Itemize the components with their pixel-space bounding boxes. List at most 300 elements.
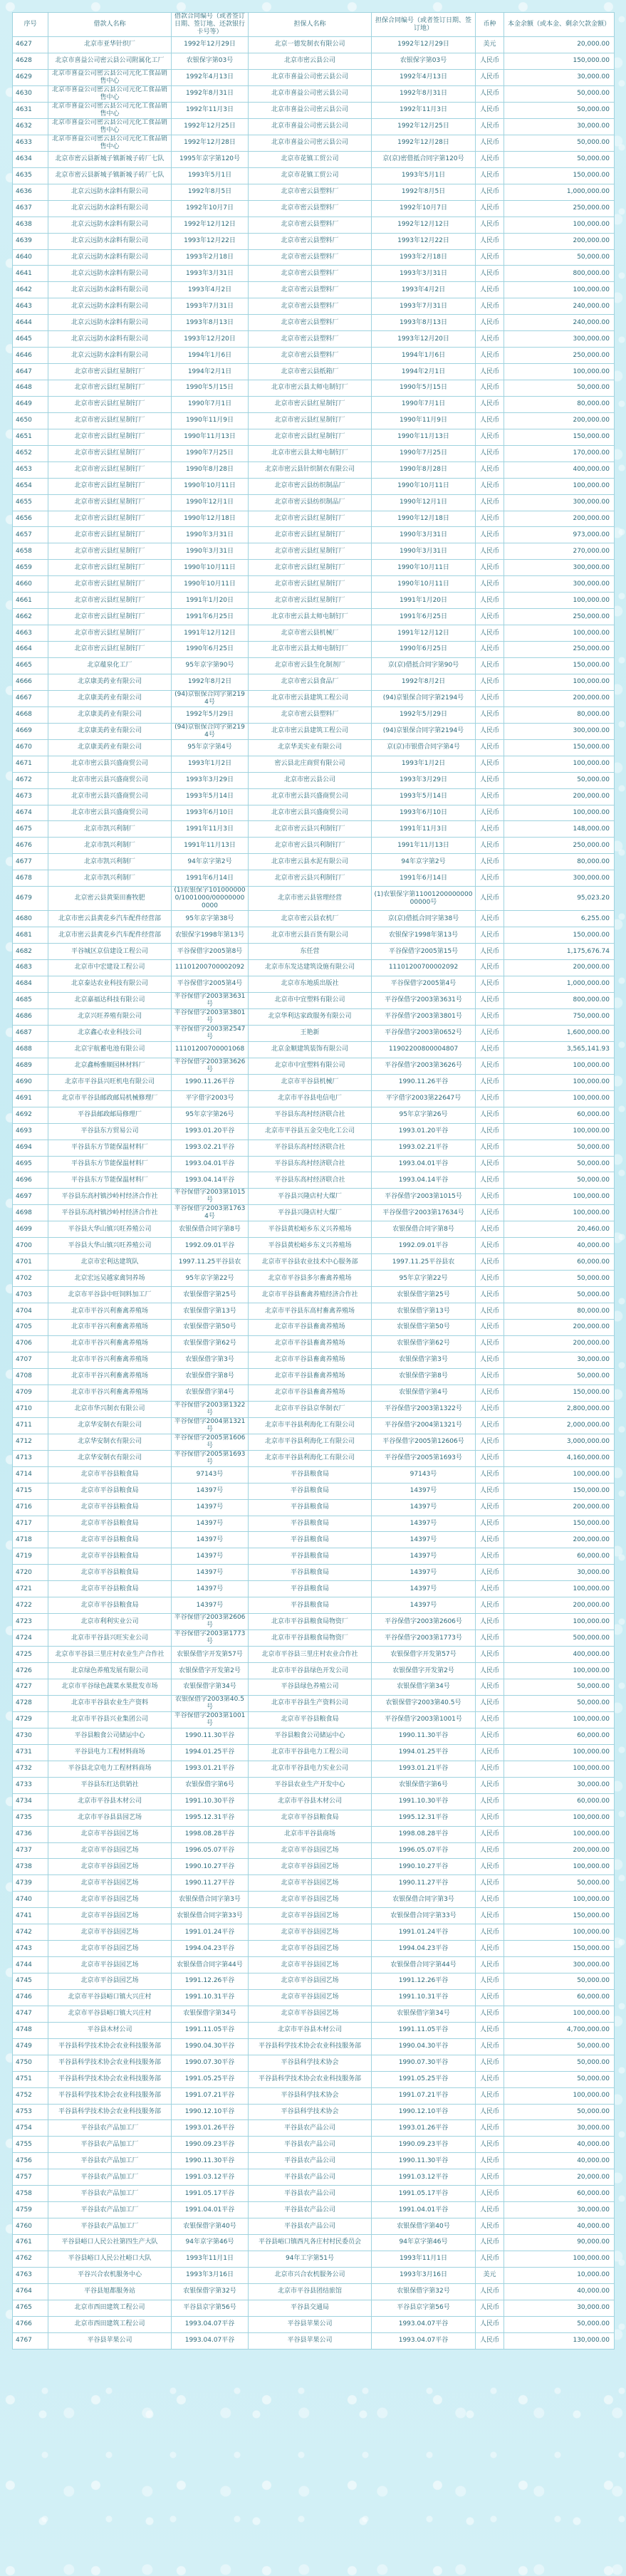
table-row [13, 1989, 615, 2006]
table-row [13, 1581, 615, 1597]
borrower-name: 北京市平谷县园艺场 [48, 1859, 172, 1875]
guarantee-contract-no: 平谷保借字2003第17634号 [372, 1205, 476, 1221]
guarantor-name: 北京华美实业有限公司 [249, 739, 372, 756]
row-index: 4739 [13, 1875, 48, 1892]
guarantor-name: 平谷县农产品公司 [249, 2202, 372, 2218]
guarantee-contract-no: 1991年6月25日 [372, 609, 476, 625]
borrower-name: 北京市西田建筑工程公司 [48, 2316, 172, 2332]
guarantor-name: 北京市中宜塑料有限公司 [249, 992, 372, 1008]
table-row [13, 1189, 615, 1205]
table-row [13, 576, 615, 593]
currency: 人民币 [476, 1140, 504, 1156]
guarantee-contract-no: 1991.03.12平谷 [372, 2169, 476, 2186]
loan-contract-no: 1990年10月11日 [172, 560, 249, 576]
borrower-name: 北京云远防水涂料有限公司 [48, 217, 172, 233]
row-index: 4738 [13, 1859, 48, 1875]
principal-amount: 150,000.00 [504, 429, 615, 445]
loan-contract-no: 1992年12月25日 [172, 118, 249, 135]
row-index: 4628 [13, 53, 48, 69]
loan-contract-no: 平谷保借字2003第1773号 [172, 1630, 249, 1647]
currency: 人民币 [476, 976, 504, 992]
currency: 美元 [476, 2267, 504, 2283]
borrower-name: 北京市密云县黄花乡汽车配件经营部 [48, 911, 172, 927]
principal-amount: 200,000.00 [504, 511, 615, 527]
borrower-name: 北京康美药业有限公司 [48, 723, 172, 739]
loan-contract-no: 农银保借字第62号 [172, 1335, 249, 1352]
loan-contract-no: 1990.12.10平谷 [172, 2104, 249, 2120]
table-row [13, 609, 615, 625]
row-index: 4743 [13, 1941, 48, 1957]
currency: 人民币 [476, 1630, 504, 1647]
currency: 人民币 [476, 674, 504, 690]
borrower-name: 北京市密云县红星制钉厂 [48, 364, 172, 380]
guarantee-contract-no: 农银保借字第13号 [372, 1303, 476, 1320]
loan-contract-no: 1993.04.14平谷 [172, 1172, 249, 1189]
currency: 人民币 [476, 1777, 504, 1793]
currency: 人民币 [476, 1434, 504, 1450]
guarantee-contract-no: 1994.01.25平谷 [372, 1744, 476, 1761]
table-row [13, 1417, 615, 1434]
guarantor-name: 平谷县东高村经济联合社 [249, 1107, 372, 1123]
currency: 人民币 [476, 1074, 504, 1090]
borrower-name: 平谷县木材公司 [48, 2022, 172, 2038]
principal-amount: 100,000.00 [504, 756, 615, 772]
principal-amount: 10,000.00 [504, 2267, 615, 2283]
row-index: 4707 [13, 1352, 48, 1368]
guarantor-name: 平谷县粮食局 [249, 1597, 372, 1614]
principal-amount: 200,000.00 [504, 1499, 615, 1516]
loan-contract-no: 1990.07.30平谷 [172, 2055, 249, 2071]
borrower-name: 北京市平谷县木材公司 [48, 1793, 172, 1810]
currency: 人民币 [476, 821, 504, 838]
row-index: 4713 [13, 1450, 48, 1466]
guarantor-name: 北京市喜益公司密云县公司 [249, 118, 372, 135]
guarantee-contract-no: 1993年12月22日 [372, 233, 476, 249]
row-index: 4674 [13, 805, 48, 821]
principal-amount: 50,000.00 [504, 1679, 615, 1696]
guarantor-name: 北京市平谷县园艺场 [249, 1842, 372, 1859]
borrower-name: 北京市密云县红星制钉厂 [48, 478, 172, 494]
principal-amount: 400,000.00 [504, 1647, 615, 1663]
loan-contract-no: 1992年10月7日 [172, 200, 249, 217]
guarantee-contract-no: 京(京)借抵合同字第38号 [372, 911, 476, 927]
guarantee-contract-no: 1990年10月11日 [372, 560, 476, 576]
guarantee-contract-no: 1992年8月2日 [372, 674, 476, 690]
borrower-name: 北京市密云县红星制钉厂 [48, 412, 172, 429]
loan-contract-no: 平谷保借字2003第3631号 [172, 992, 249, 1008]
guarantor-name: 北京市平谷县粮食局物资厂 [249, 1630, 372, 1647]
table-row [13, 1303, 615, 1320]
row-index: 4720 [13, 1565, 48, 1581]
row-index: 4658 [13, 543, 48, 560]
borrower-name: 北京市密云县兴盛商贸公司 [48, 805, 172, 821]
guarantee-contract-no: 1990年5月15日 [372, 380, 476, 397]
row-index: 4756 [13, 2153, 48, 2169]
guarantor-name: 北京市喜益公司密云县公司 [249, 135, 372, 151]
currency: 人民币 [476, 723, 504, 739]
guarantor-name: 北京市密云县兴利制钉厂 [249, 870, 372, 887]
table-row [13, 53, 615, 69]
loan-contract-no: 1991年1月20日 [172, 593, 249, 609]
loan-contract-no: 14397号 [172, 1565, 249, 1581]
table-row [13, 151, 615, 167]
borrower-name: 北京康美药业有限公司 [48, 690, 172, 706]
guarantor-name: 平谷县农产品公司 [249, 2186, 372, 2202]
guarantor-name: 北京市花镇工贸公司 [249, 167, 372, 184]
principal-amount: 100,000.00 [504, 1744, 615, 1761]
table-row [13, 2153, 615, 2169]
currency: 人民币 [476, 838, 504, 854]
header-row [13, 13, 615, 37]
row-index: 4721 [13, 1581, 48, 1597]
currency: 人民币 [476, 69, 504, 85]
principal-amount: 50,000.00 [504, 380, 615, 397]
guarantee-contract-no: 1990.11.30平谷 [372, 1728, 476, 1744]
borrower-name: 平谷县东方贸易公司 [48, 1123, 172, 1140]
guarantor-name: 北京市平谷县五金交电化工公司 [249, 1123, 372, 1140]
row-index: 4688 [13, 1041, 48, 1058]
loan-contract-no: 1996.05.07平谷 [172, 1842, 249, 1859]
row-index: 4716 [13, 1499, 48, 1516]
guarantor-name: 平谷县兴隆店村大煤厂 [249, 1205, 372, 1221]
loan-contract-no: 1991.07.21平谷 [172, 2087, 249, 2104]
guarantee-contract-no: 平谷保借字2003第3801号 [372, 1008, 476, 1025]
row-index: 4761 [13, 2235, 48, 2251]
table-row [13, 331, 615, 348]
principal-amount: 20,460.00 [504, 1221, 615, 1238]
principal-amount: 300,000.00 [504, 560, 615, 576]
table-row [13, 821, 615, 838]
row-index: 4631 [13, 102, 48, 118]
currency: 人民币 [476, 2332, 504, 2349]
currency: 人民币 [476, 2153, 504, 2169]
principal-amount: 200,000.00 [504, 1335, 615, 1352]
guarantor-name: 平谷县粮食局 [249, 1499, 372, 1516]
guarantor-name: 北京市密云县百货有限公司 [249, 927, 372, 944]
table-row [13, 690, 615, 706]
currency: 人民币 [476, 642, 504, 658]
borrower-name: 北京市亚华针织厂 [48, 37, 172, 53]
guarantor-name: 北京市密云县塑料厂 [249, 706, 372, 723]
borrower-name: 北京市密云县红星制钉厂 [48, 445, 172, 462]
guarantor-name: 北京市平谷县园艺场 [249, 1941, 372, 1957]
principal-amount: 100,000.00 [504, 1711, 615, 1728]
principal-amount: 300,000.00 [504, 576, 615, 593]
guarantor-name: 北京市平谷县畜禽养殖场 [249, 1352, 372, 1368]
borrower-name: 北京华安制衣有限公司 [48, 1417, 172, 1434]
borrower-name: 北京华安制衣有限公司 [48, 1450, 172, 1466]
guarantor-name: 北京市平谷县多尔畜禽养殖场 [249, 1271, 372, 1287]
loan-contract-no: 97143号 [172, 1466, 249, 1483]
row-index: 4653 [13, 462, 48, 478]
table-row [13, 1630, 615, 1647]
loan-contract-no: 1993年3月29日 [172, 772, 249, 788]
principal-amount: 150,000.00 [504, 1908, 615, 1924]
table-row [13, 2169, 615, 2186]
table-row [13, 2022, 615, 2038]
loan-contract-no: 农银保字1998年第13号 [172, 927, 249, 944]
table-row [13, 1679, 615, 1696]
guarantee-contract-no: 农银保借字第4号 [372, 1385, 476, 1401]
table-row [13, 462, 615, 478]
currency: 人民币 [476, 331, 504, 348]
currency: 人民币 [476, 1548, 504, 1565]
guarantee-contract-no: 1993年6月10日 [372, 805, 476, 821]
principal-amount: 30,000.00 [504, 118, 615, 135]
borrower-name: 北京市中宏建设工程公司 [48, 960, 172, 976]
guarantor-name: 北京市平谷县木材公司 [249, 2022, 372, 2038]
table-row [13, 217, 615, 233]
guarantor-name: 平谷县黄松峪乡东义兴养殖场 [249, 1238, 372, 1254]
principal-amount: 200,000.00 [504, 1532, 615, 1548]
guarantor-name: 北京市密云县水泥有限公司 [249, 854, 372, 870]
guarantee-contract-no: 1991年6月14日 [372, 870, 476, 887]
guarantee-contract-no: (1)农银保字第1100120000000000000号 [372, 887, 476, 911]
currency: 人民币 [476, 1172, 504, 1189]
loan-contract-no: 1992年12月12日 [172, 217, 249, 233]
loan-contract-no: 94年京字第2号 [172, 854, 249, 870]
loan-contract-no: 14397号 [172, 1597, 249, 1614]
principal-amount: 100,000.00 [504, 1892, 615, 1908]
principal-amount: 50,000.00 [504, 249, 615, 266]
loan-contract-no: 1992年5月29日 [172, 706, 249, 723]
borrower-name: 北京市平谷县粮食局 [48, 1466, 172, 1483]
row-index: 4735 [13, 1810, 48, 1826]
guarantor-name: 北京市密云县兴利制钉厂 [249, 838, 372, 854]
borrower-name: 平谷县东高村镇沙岭村经济合作社 [48, 1189, 172, 1205]
row-index: 4667 [13, 690, 48, 706]
guarantee-contract-no: 1994年1月6日 [372, 348, 476, 364]
guarantor-name: 北京市密云县红星制钉厂 [249, 527, 372, 543]
guarantor-name: 北京市平谷县粮食局 [249, 1711, 372, 1728]
loan-contract-no: 平谷保借字2003第3801号 [172, 1008, 249, 1025]
row-index: 4664 [13, 642, 48, 658]
borrower-name: 北京鑫心农业科技公司 [48, 1025, 172, 1041]
currency: 美元 [476, 37, 504, 53]
principal-amount: 300,000.00 [504, 1957, 615, 1973]
row-index: 4686 [13, 1008, 48, 1025]
guarantee-contract-no: 1995.12.31平谷 [372, 1810, 476, 1826]
guarantee-contract-no: 农银保借字开发第57号 [372, 1647, 476, 1663]
table-row [13, 1090, 615, 1107]
principal-amount: 250,000.00 [504, 838, 615, 854]
guarantor-name: 北京市密云县塑料厂 [249, 233, 372, 249]
currency: 人民币 [476, 2251, 504, 2267]
loan-contract-no: 平谷保借字2003第2606号 [172, 1614, 249, 1630]
row-index: 4655 [13, 494, 48, 511]
principal-amount: 170,000.00 [504, 445, 615, 462]
borrower-name: 北京市平谷县峪口镇大兴庄村 [48, 2006, 172, 2022]
row-index: 4752 [13, 2087, 48, 2104]
table-row [13, 1647, 615, 1663]
loan-contract-no: 1993年12月22日 [172, 233, 249, 249]
currency: 人民币 [476, 1973, 504, 1990]
row-index: 4705 [13, 1320, 48, 1336]
row-index: 4649 [13, 396, 48, 412]
currency: 人民币 [476, 2283, 504, 2300]
table-row [13, 1385, 615, 1401]
table-row [13, 1041, 615, 1058]
row-index: 4644 [13, 315, 48, 331]
loan-contract-no: 95年京字第22号 [172, 1271, 249, 1287]
guarantor-name: 北京市密云县兴盛商贸公司 [249, 788, 372, 805]
borrower-name: 平谷县农产品加工厂 [48, 2137, 172, 2153]
row-index: 4639 [13, 233, 48, 249]
table-row [13, 593, 615, 609]
principal-amount: 1,600,000.00 [504, 1025, 615, 1041]
loan-contract-no: 1994年2月1日 [172, 364, 249, 380]
borrower-name: 北京市密云县红星制钉厂 [48, 576, 172, 593]
row-index: 4746 [13, 1989, 48, 2006]
guarantee-contract-no: 1993年3月29日 [372, 772, 476, 788]
principal-amount: 100,000.00 [504, 1663, 615, 1679]
principal-amount: 100,000.00 [504, 478, 615, 494]
borrower-name: 北京市平谷县园艺场 [48, 1957, 172, 1973]
row-index: 4685 [13, 992, 48, 1008]
guarantor-name: 北京市喜益公司密云县公司 [249, 85, 372, 102]
loan-contract-no: 1990.11.26平谷 [172, 1074, 249, 1090]
row-index: 4712 [13, 1434, 48, 1450]
borrower-name: 北京市喜益公司密云县公司元化工食品销售中心 [48, 135, 172, 151]
row-index: 4765 [13, 2300, 48, 2316]
currency: 人民币 [476, 1238, 504, 1254]
principal-amount: 100,000.00 [504, 1123, 615, 1140]
table-row [13, 944, 615, 960]
borrower-name: 北京市平谷兴利畜禽养殖场 [48, 1303, 172, 1320]
guarantee-contract-no: 农银保借字开发第2号 [372, 1663, 476, 1679]
borrower-name: 平谷县峪口人民公社第四生产大队 [48, 2235, 172, 2251]
guarantee-contract-no: 1991.05.17平谷 [372, 2186, 476, 2202]
loan-contract-no: 1991年6月14日 [172, 870, 249, 887]
principal-amount: 100,000.00 [504, 364, 615, 380]
guarantee-contract-no: 平谷保借字2005第15号 [372, 944, 476, 960]
borrower-name: 北京市密云县黄花乡汽车配件经营部 [48, 927, 172, 944]
row-index: 4647 [13, 364, 48, 380]
currency: 人民币 [476, 2022, 504, 2038]
borrower-name: 北京市平谷兴利畜禽养殖场 [48, 1352, 172, 1368]
currency: 人民币 [476, 315, 504, 331]
guarantee-contract-no: 1991.10.31平谷 [372, 1989, 476, 2006]
table-row [13, 1777, 615, 1793]
table-row [13, 2087, 615, 2104]
currency: 人民币 [476, 960, 504, 976]
table-row [13, 887, 615, 911]
principal-amount: 50,000.00 [504, 1973, 615, 1990]
table-row [13, 2332, 615, 2349]
guarantee-contract-no: 1994年2月1日 [372, 364, 476, 380]
borrower-name: 北京市喜益公司密云县公司元化工食品销售中心 [48, 118, 172, 135]
currency: 人民币 [476, 560, 504, 576]
guarantee-contract-no: 农银保借字第8号 [372, 1368, 476, 1385]
guarantee-contract-no: 平谷保借字2003第2606号 [372, 1614, 476, 1630]
guarantor-name: 北京市密云县建筑工程公司 [249, 723, 372, 739]
loan-contract-no: 95年京字第26号 [172, 1107, 249, 1123]
row-index: 4734 [13, 1793, 48, 1810]
row-index: 4683 [13, 960, 48, 976]
row-index: 4642 [13, 282, 48, 298]
row-index: 4751 [13, 2071, 48, 2087]
row-index: 4745 [13, 1973, 48, 1990]
loan-contract-no: 1993年2月18日 [172, 249, 249, 266]
guarantee-contract-no: 1991.04.01平谷 [372, 2202, 476, 2218]
guarantee-contract-no: 平谷保借字2003第1773号 [372, 1630, 476, 1647]
table-row [13, 1434, 615, 1450]
table-row [13, 1335, 615, 1352]
guarantee-contract-no: 平谷保借字2003第1015号 [372, 1189, 476, 1205]
principal-amount: 50,000.00 [504, 2071, 615, 2087]
principal-amount: 150,000.00 [504, 167, 615, 184]
loan-contract-no: 1992年4月13日 [172, 69, 249, 85]
table-row [13, 1892, 615, 1908]
borrower-name: 北京市密云县红星制钉厂 [48, 462, 172, 478]
currency: 人民币 [476, 1614, 504, 1630]
guarantor-name: 平谷县粮食局 [249, 1516, 372, 1532]
row-index: 4675 [13, 821, 48, 838]
borrower-name: 北京市密云县兴盛商贸公司 [48, 756, 172, 772]
row-index: 4698 [13, 1205, 48, 1221]
loan-contract-no: 1990年11月9日 [172, 412, 249, 429]
row-index: 4646 [13, 348, 48, 364]
principal-amount: 240,000.00 [504, 298, 615, 315]
loan-contract-no: 1991年11月3日 [172, 821, 249, 838]
loan-contract-no: 1993年6月10日 [172, 805, 249, 821]
guarantor-name: 北京市平谷县东高村畜禽养殖场 [249, 1303, 372, 1320]
table-row [13, 249, 615, 266]
borrower-name: 平谷县科学技术协会农业科技服务部 [48, 2038, 172, 2055]
borrower-name: 平谷县大华山镇兴旺养殖公司 [48, 1221, 172, 1238]
borrower-name: 北京市平谷兴利畜禽养殖场 [48, 1335, 172, 1352]
loan-contract-no: 11101200700001068 [172, 1041, 249, 1058]
loan-contract-no: 1992.09.01平谷 [172, 1238, 249, 1254]
principal-amount: 100,000.00 [504, 805, 615, 821]
guarantor-name: 平谷县粮食局 [249, 1532, 372, 1548]
row-index: 4680 [13, 911, 48, 927]
borrower-name: 北京蕴泉化工厂 [48, 657, 172, 674]
borrower-name: 平谷县农产品加工厂 [48, 2218, 172, 2235]
borrower-name: 北京市平谷县县园艺场 [48, 1810, 172, 1826]
principal-amount: 80,000.00 [504, 706, 615, 723]
row-index: 4719 [13, 1548, 48, 1565]
borrower-name: 北京云远防水涂料有限公司 [48, 331, 172, 348]
loan-contract-no: 1991.10.31平谷 [172, 1989, 249, 2006]
principal-amount: 60,000.00 [504, 1548, 615, 1565]
currency: 人民币 [476, 992, 504, 1008]
principal-amount: 50,000.00 [504, 1156, 615, 1172]
guarantee-contract-no: 农银保字1998年第13号 [372, 927, 476, 944]
borrower-name: 平谷县大华山镇兴旺养殖公司 [48, 1238, 172, 1254]
guarantor-name: 平谷县东高村经济联合社 [249, 1156, 372, 1172]
guarantee-contract-no: 1992年10月7日 [372, 200, 476, 217]
currency: 人民币 [476, 1107, 504, 1123]
principal-amount: 1,000,000.00 [504, 976, 615, 992]
principal-amount: 148,000.00 [504, 821, 615, 838]
borrower-name: 北京市平谷县兴业集团公司 [48, 1711, 172, 1728]
guarantee-contract-no: 1993.04.01平谷 [372, 1156, 476, 1172]
currency: 人民币 [476, 911, 504, 927]
borrower-name: 北京市华兴制衣有限公司 [48, 1401, 172, 1417]
table-row [13, 527, 615, 543]
borrower-name: 平谷县东方节能保温材料厂 [48, 1140, 172, 1156]
currency: 人民币 [476, 1532, 504, 1548]
principal-amount: 240,000.00 [504, 315, 615, 331]
row-index: 4648 [13, 380, 48, 397]
table-row [13, 167, 615, 184]
row-index: 4723 [13, 1614, 48, 1630]
loan-contract-no: 14397号 [172, 1581, 249, 1597]
loan-contract-no: 1990年6月25日 [172, 642, 249, 658]
guarantee-contract-no: 14397号 [372, 1532, 476, 1548]
loan-contract-no: 1990年10月11日 [172, 478, 249, 494]
